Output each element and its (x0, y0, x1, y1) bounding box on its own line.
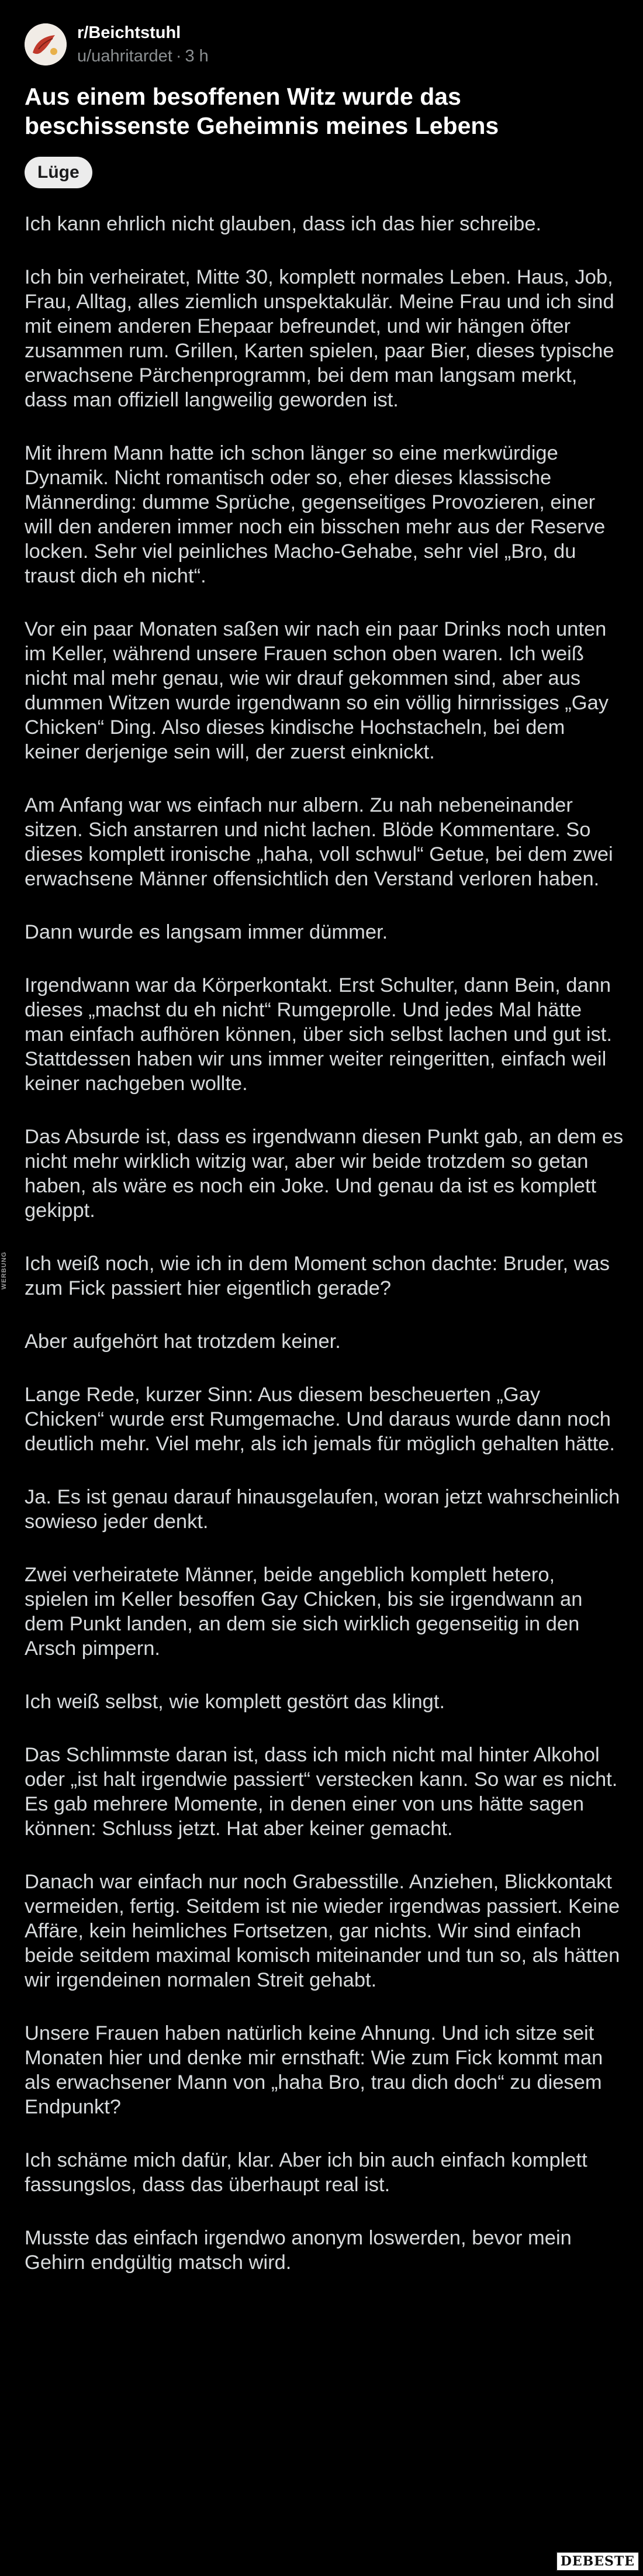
post-meta (77, 47, 209, 66)
body-paragraph: Vor ein paar Monaten saßen wir nach ein paar Drinks noch unten im Keller, während unsere Frauen schon oben waren. Ich weiß nicht mal mehr genau, wie wir drauf gekommen sind, aber aus dummen Witzen wurde irgendwann so ein völlig hirnrissiges „Gay Chicken“ Ding. Also dieses kindische Hochstacheln, bei dem keiner derjenige sein will, der zuerst einknickt. (25, 618, 609, 763)
body-paragraph: Am Anfang war ws einfach nur albern. Zu nah nebeneinander sitzen. Sich anstarren und nicht lachen. Blöde Kommentare. So dieses komplett ironische „haha, voll schwul“ Getue, bei dem zwei erwachsene Männer offensichtlich den Verstand verloren haben. (25, 794, 613, 890)
body-paragraph: Ich weiß selbst, wie komplett gestört das klingt. (25, 1691, 445, 1713)
body-paragraph: Musste das einfach irgendwo anonym loswerden, bevor mein Gehirn endgültig matsch wird. (25, 2227, 572, 2274)
body-paragraph: Aber aufgehört hat trotzdem keiner. (25, 1330, 341, 1353)
body-paragraph: Zwei verheiratete Männer, beide angeblich komplett hetero, spielen im Keller besoffen Gay Chicken, bis sie irgendwann an dem Punkt landen, an dem sie sich wirklich gegenseitig in den Arsch pimpern. (25, 1564, 583, 1660)
body-paragraph: Ja. Es ist genau darauf hinausgelaufen, woran jetzt wahrscheinlich sowieso jeder denkt. (25, 1486, 620, 1533)
post-age: 3 h (185, 47, 209, 65)
body-paragraph: Ich schäme mich dafür, klar. Aber ich bin auch einfach komplett fassungslos, dass das überhaupt real ist. (25, 2149, 587, 2196)
subreddit-avatar-icon[interactable] (25, 23, 67, 65)
body-paragraph: Das Schlimmste daran ist, dass ich mich nicht mal hinter Alkohol oder „ist halt irgendwie passiert“ verstecken kann. So war es nicht. Es gab mehrere Momente, in denen einer von uns hätte sagen können: Schluss jetzt. Hat aber keiner gemacht. (25, 1744, 618, 1840)
body-paragraph: Lange Rede, kurzer Sinn: Aus diesem bescheuerten „Gay Chicken“ wurde erst Rumgemache. Und daraus wurde dann noch deutlich mehr. Viel mehr, als ich jemals für möglich gehalten hätte. (25, 1384, 615, 1455)
body-paragraph: Das Absurde ist, dass es irgendwann diesen Punkt gab, an dem es nicht mehr wirklich witzig war, aber wir beide trotzdem so getan haben, als wäre es noch ein Joke. Und genau da ist es komplett gekippt. (25, 1126, 624, 1222)
watermark-logo: DEBESTE (556, 2551, 639, 2571)
post-header (25, 21, 609, 68)
body-paragraph: Dann wurde es langsam immer dümmer. (25, 921, 388, 943)
subreddit-name[interactable]: r/Beichtstuhl (77, 23, 181, 42)
post-title[interactable]: Aus einem besoffenen Witz wurde das beschissenste Geheimnis meines Lebens (25, 83, 499, 139)
body-paragraph: Ich bin verheiratet, Mitte 30, komplett normales Leben. Haus, Job, Frau, Alltag, alles ziemlich unspektakulär. Meine Frau und ich sind mit einem anderen Ehepaar befreundet, und wir hängen öfter zusammen rum. Grillen, Karten spielen, paar Bier, dieses typische erwachsene Pärchenprogramm, bei dem man langsam merkt, dass man offiziell langweilig geworden ist. (25, 266, 614, 411)
body-paragraph: Irgendwann war da Körperkontakt. Erst Schulter, dann Bein, dann dieses „machst du eh nicht“ Rumgeprolle. Und jedes Mal hätte man einfach aufhören können, über sich selbst lachen und gut ist. Stattdessen haben wir uns immer weiter reingeritten, einfach weil keiner nachgeben wollte. (25, 974, 612, 1095)
meta-separator: · (175, 47, 182, 65)
author-name[interactable]: u/uahritardet (77, 47, 172, 65)
body-paragraph: Unsere Frauen haben natürlich keine Ahnung. Und ich sitze seit Monaten hier und denke mir ernsthaft: Wie zum Fick kommt man als erwachsener Mann von „haha Bro, trau dich doch“ zu diesem Endpunkt? (25, 2022, 603, 2118)
post-body (25, 212, 624, 2303)
body-paragraph: Ich kann ehrlich nicht glauben, dass ich das hier schreibe. (25, 213, 542, 235)
body-paragraph: Danach war einfach nur noch Grabesstille. Anziehen, Blickkontakt vermeiden, fertig. Seitdem ist nie wieder irgendwas passiert. Keine Affäre, kein heimliches Fortsetzen, gar nichts. Wir sind einfach beide seitdem maximal komisch miteinander und tun so, als hätten wir irgendeinen normalen Streit gehabt. (25, 1871, 620, 1991)
ad-side-label: WERBUNG (1, 1251, 8, 1290)
body-paragraph: Ich weiß noch, wie ich in dem Moment schon dachte: Bruder, was zum Fick passiert hier eigentlich gerade? (25, 1253, 610, 1299)
body-paragraph: Mit ihrem Mann hatte ich schon länger so eine merkwürdige Dynamik. Nicht romantisch oder so, eher dieses klassische Männerding: dumme Sprüche, gegenseitiges Provozieren, einer will den anderen immer noch ein bisschen mehr aus der Reserve locken. Sehr viel peinliches Macho-Gehabe, sehr viel „Bro, du traust dich eh nicht“. (25, 442, 606, 587)
post-flair[interactable]: Lüge (25, 157, 92, 188)
